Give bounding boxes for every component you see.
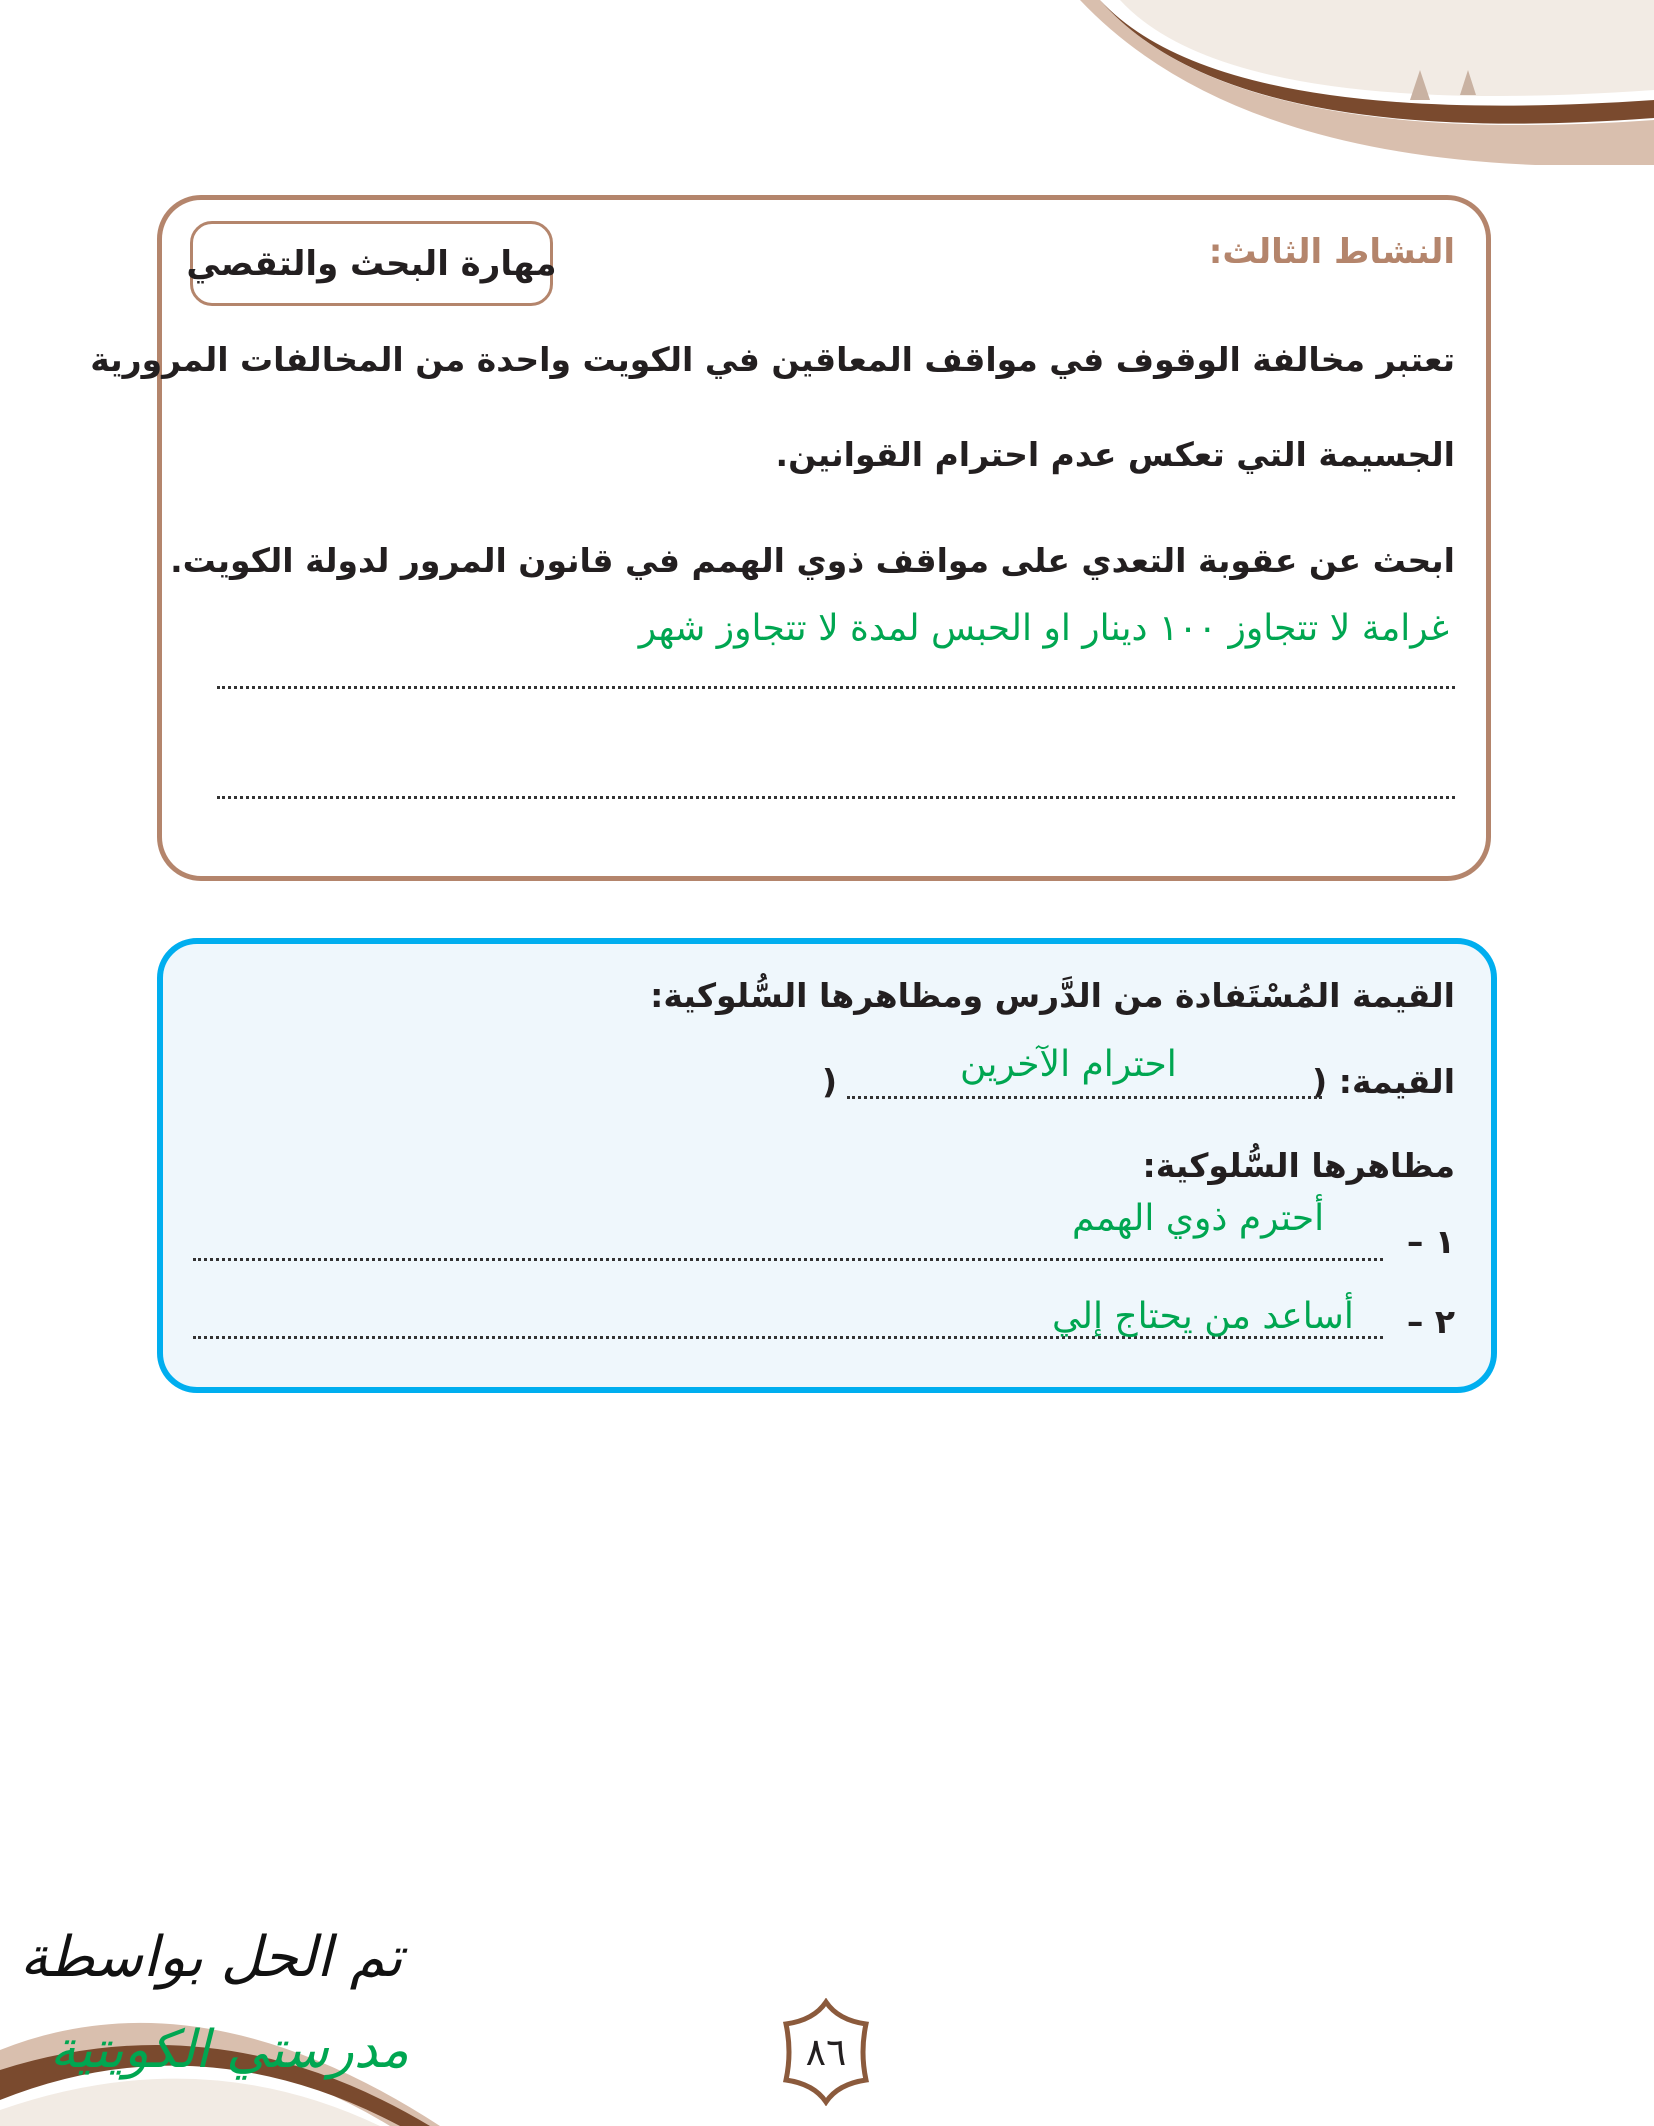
paragraph-line2: الجسيمة التي تعكس عدم احترام القوانين.: [775, 435, 1455, 474]
decorative-arc-top: [1080, 0, 1654, 165]
behavior-answer-1[interactable]: أحترم ذوي الهمم: [1072, 1198, 1325, 1239]
behavior-answer-2[interactable]: أساعد من يحتاج إلي: [1052, 1296, 1354, 1337]
value-line: [847, 1096, 1322, 1099]
behavior-number-1: ١ –: [1406, 1222, 1455, 1261]
answer-line-2: [217, 796, 1455, 799]
watermark-line1: تم الحل بواسطة: [20, 1925, 403, 1990]
skill-label: مهارة البحث والتقصي: [190, 221, 553, 306]
behavior-line-1: [193, 1258, 1383, 1261]
watermark-line2: مدرستي الكويتية: [50, 2020, 409, 2080]
activity-heading: النشاط الثالث:: [1208, 232, 1455, 272]
value-label: القيمة: (: [1312, 1062, 1455, 1101]
value-close-paren: ): [822, 1062, 838, 1101]
paragraph-line1: تعتبر مخالفة الوقوف في مواقف المعاقين في الكويت واحدة من المخالفات المرورية: [90, 340, 1455, 379]
behaviors-heading: مظاهرها السُّلوكية:: [1142, 1146, 1455, 1185]
value-answer[interactable]: احترام الآخرين: [960, 1044, 1177, 1085]
page-number: ٨٦: [805, 2030, 847, 2074]
research-answer[interactable]: غرامة لا تتجاوز ١٠٠ دينار او الحبس لمدة لا تتجاوز شهر: [638, 608, 1449, 649]
values-heading: القيمة المُسْتَفادة من الدَّرس ومظاهرها السُّلوكية:: [650, 976, 1455, 1015]
behavior-number-2: ٢ –: [1406, 1302, 1455, 1341]
answer-line-1: [217, 686, 1455, 689]
research-question: ابحث عن عقوبة التعدي على مواقف ذوي الهمم في قانون المرور لدولة الكويت.: [170, 541, 1455, 580]
